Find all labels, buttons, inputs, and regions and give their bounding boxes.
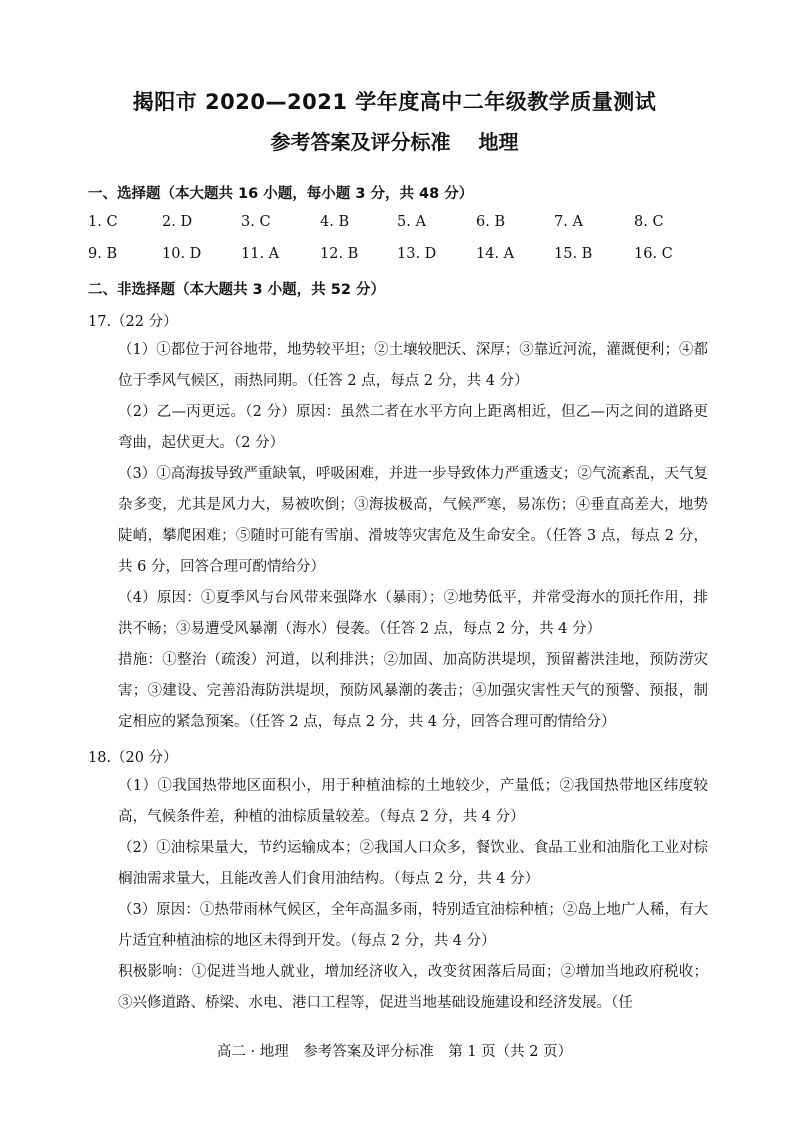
answer-item: 16. C [634,246,673,262]
answer-item: 1. C [88,214,118,230]
question-18-label: 18.（20 分） [88,750,178,766]
answer-item: 5. A [397,214,426,230]
q17-answer-4: （4）原因：①夏季风与台风带来强降水（暴雨）；②地势低平，并常受海水的顶托作用，排洪不畅；③易遭受风暴潮（海水）侵袭。（任答 2 点，每点 2 分，共 4 分） [118,590,708,637]
q17-answer-1: （1）①都位于河谷地带，地势较平坦；②土壤较肥沃、深厚；③靠近河流，灌溉便利；④都位于季风气候区，雨热同期。（任答 2 点，每点 2 分，共 4 分） [118,342,708,389]
answer-item: 14. A [476,246,515,262]
answer-item: 12. B [320,246,359,262]
q18-positive-impacts: 积极影响：①促进当地人就业，增加经济收入，改变贫困落后局面；②增加当地政府税收；③兴修道路、桥梁、水电、港口工程等，促进当地基础设施建设和经济发展。（任 [118,964,708,1011]
answer-item: 9. B [88,246,118,262]
q17-answer-2: （2）乙—丙更远。（2 分）原因：虽然二者在水平方向上距离相近，但乙—丙之间的道路更弯曲，起伏更大。（2 分） [118,404,708,451]
section-heading-choice: 一、选择题（本大题共 16 小题，每小题 3 分，共 48 分） [88,186,474,202]
answer-item: 13. D [397,246,437,262]
answer-item: 4. B [320,214,350,230]
q18-answer-2: （2）①油棕果量大，节约运输成本；②我国人口众多，餐饮业、食品工业和油脂化工业对棕榈油需求量大，且能改善人们食用油结构。（每点 2 分，共 4 分） [118,840,708,887]
section-heading-nonchoice: 二、非选择题（本大题共 3 小题，共 52 分） [88,282,385,298]
q17-answer-3: （3）①高海拔导致严重缺氧，呼吸困难，并进一步导致体力严重透支；②气流紊乱，天气复杂多变，尤其是风力大，易被吹倒；③海拔极高，气候严寒，易冻伤；④垂直高差大，地势陡峭，攀爬困难；⑤随时可能有雪崩、滑坡等灾害危及生命安全。（任答 3 点，每点 2 分，共 6 分，回答合理可酌情给分） [118,466,708,575]
subject-text: 地理 [478,130,519,154]
page-subtitle [0,126,789,155]
answer-item: 3. C [241,214,271,230]
q18-answer-1: （1）①我国热带地区面积小，用于种植油棕的土地较少，产量低；②我国热带地区纬度较高，气候条件差，种植的油棕质量较差。（每点 2 分，共 4 分） [118,778,708,825]
answer-item: 11. A [241,246,280,262]
question-17-label: 17.（22 分） [88,314,178,330]
answer-item: 15. B [554,246,593,262]
q17-measures: 措施：①整治（疏浚）河道，以利排洪；②加固、加高防洪堤坝，预留蓄洪洼地，预防涝灾害；③建设、完善沿海防洪堤坝，预防风暴潮的袭击；④加强灾害性天气的预警、预报，制定相应的紧急预案。（任答 2 点，每点 2 分，共 4 分，回答合理可酌情给分） [118,652,708,730]
subtitle-text: 参考答案及评分标准 [270,130,451,154]
answer-item: 8. C [634,214,664,230]
page-title: 揭阳市 2020—2021 学年度高中二年级教学质量测试 [132,90,657,114]
answer-item: 7. A [554,214,583,230]
q18-answer-3: （3）原因：①热带雨林气候区，全年高温多雨，特别适宜油棕种植；②岛上地广人稀，有大片适宜种植油棕的地区未得到开发。（每点 2 分，共 4 分） [118,902,708,949]
page-footer: 高二 · 地理 参考答案及评分标准 第 1 页（共 2 页） [216,1044,573,1060]
answer-item: 10. D [162,246,202,262]
answer-item: 2. D [162,214,193,230]
answer-item: 6. B [476,214,506,230]
